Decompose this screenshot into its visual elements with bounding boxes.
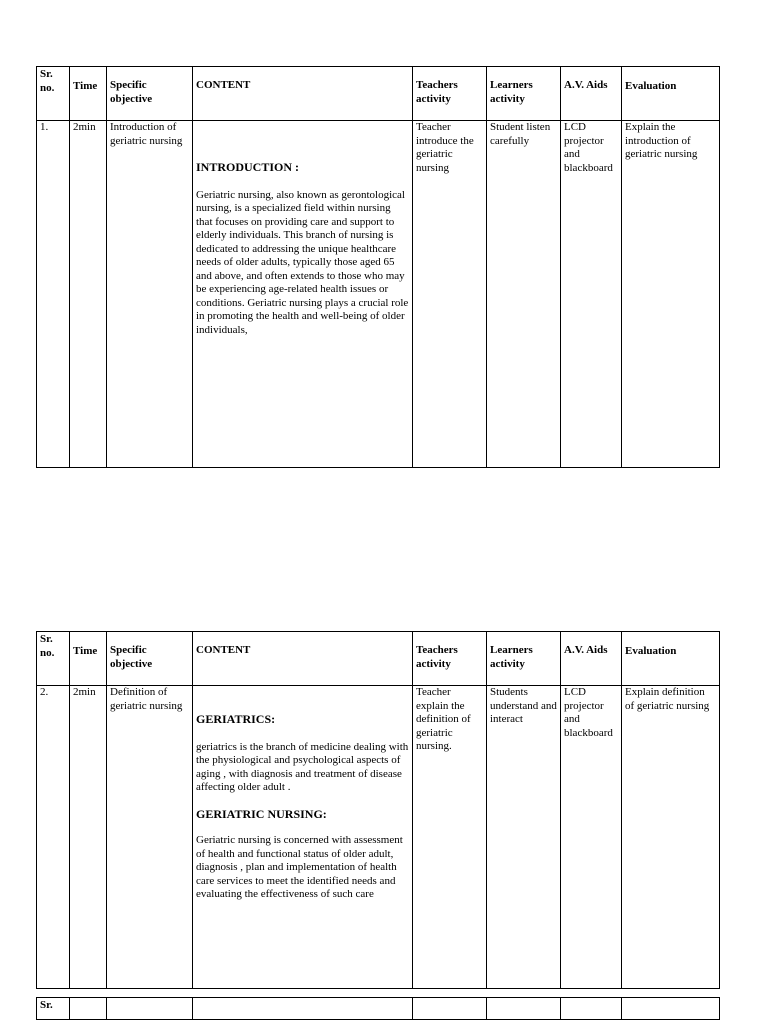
cell-av-aids: LCD projector and blackboard — [561, 686, 622, 989]
table-header-row — [37, 998, 720, 1020]
header-evaluation: Evaluation — [622, 67, 720, 121]
cell-sr-no: 1. — [37, 121, 70, 468]
header-evaluation: Evaluation — [622, 632, 720, 686]
content-paragraph-geriatrics: geriatrics is the branch of medicine dealing with the physiological and psychological aspects of aging , with diagnosis and treatment of disease affecting older adult . — [196, 740, 409, 793]
header-learners-activity: Learners activity — [487, 67, 561, 121]
content-heading-geriatrics: GERIATRICS: — [196, 712, 276, 726]
lesson-plan-table-2 — [36, 631, 720, 989]
cell-evaluation: Explain the introduction of geriatric nursing — [622, 121, 720, 468]
header-specific-objective — [107, 998, 193, 1020]
content-paragraph-introduction: Geriatric nursing, also known as gerontological nursing, is a specialized field within nursing that focuses on providing care and support to elderly individuals. This branch of nursing is dedicated to addressing the unique healthcare needs of older adults, typically those aged 65 and above, and often extends to those who may be experiencing age-related health issues or conditions. Geriatric nursing plays a crucial role in promoting the health and well-being of older individuals, — [196, 188, 409, 336]
header-time: Time — [70, 632, 107, 686]
header-av-aids: A.V. Aids — [561, 632, 622, 686]
header-teachers-activity: Teachers activity — [413, 632, 487, 686]
header-av-aids: A.V. Aids — [561, 67, 622, 121]
header-content: CONTENT — [193, 632, 413, 686]
header-specific-objective: Specific objective — [107, 632, 193, 686]
table-row — [37, 121, 720, 468]
header-teachers-activity — [413, 998, 487, 1020]
header-sr-no: Sr. no. — [37, 67, 70, 121]
cell-learners-activity: Student listen carefully — [487, 121, 561, 468]
lesson-plan-table-3 — [36, 997, 720, 1020]
header-teachers-activity: Teachers activity — [413, 67, 487, 121]
cell-sr-no: 2. — [37, 686, 70, 989]
cell-evaluation: Explain definition of geriatric nursing — [622, 686, 720, 989]
table-row — [37, 686, 720, 989]
cell-content — [193, 686, 413, 989]
cell-teachers-activity: Teacher explain the definition of geriatric nursing. — [413, 686, 487, 989]
header-content: CONTENT — [193, 67, 413, 121]
cell-specific-objective: Introduction of geriatric nursing — [107, 121, 193, 468]
cell-teachers-activity: Teacher introduce the geriatric nursing — [413, 121, 487, 468]
cell-av-aids: LCD projector and blackboard — [561, 121, 622, 468]
cell-specific-objective: Definition of geriatric nursing — [107, 686, 193, 989]
cell-time: 2min — [70, 686, 107, 989]
cell-learners-activity: Students understand and interact — [487, 686, 561, 989]
header-sr-no: Sr. — [37, 998, 70, 1020]
header-sr-no: Sr. no. — [37, 632, 70, 686]
header-time — [70, 998, 107, 1020]
header-time: Time — [70, 67, 107, 121]
header-av-aids — [561, 998, 622, 1020]
cell-content — [193, 121, 413, 468]
header-evaluation — [622, 998, 720, 1020]
header-specific-objective: Specific objective — [107, 67, 193, 121]
table-header-row — [37, 67, 720, 121]
header-content — [193, 998, 413, 1020]
header-learners-activity — [487, 998, 561, 1020]
content-paragraph-geriatric-nursing: Geriatric nursing is concerned with assessment of health and functional status of older adult, diagnosis , plan and implementation of health care services to meet the identified needs and evaluating the effectiveness of such care — [196, 834, 403, 900]
cell-time: 2min — [70, 121, 107, 468]
header-learners-activity: Learners activity — [487, 632, 561, 686]
content-heading-introduction: INTRODUCTION : — [196, 160, 300, 174]
table-header-row — [37, 632, 720, 686]
content-heading-geriatric-nursing: GERIATRIC NURSING: — [196, 806, 327, 821]
lesson-plan-table-1 — [36, 66, 720, 468]
